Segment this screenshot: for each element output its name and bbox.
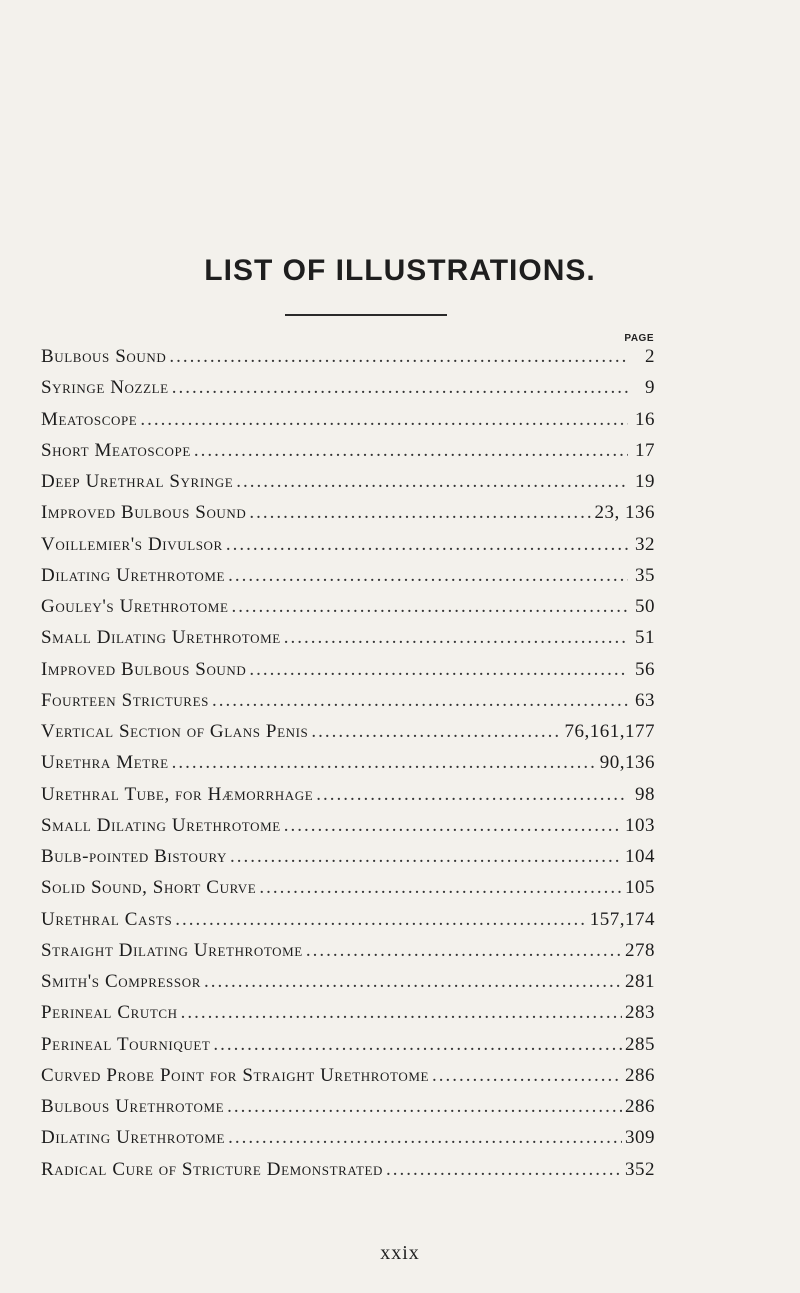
page-number: 2: [645, 346, 655, 367]
dot-leader: [249, 497, 591, 528]
dot-leader: [249, 654, 628, 685]
page-number: 98: [635, 783, 655, 805]
page-number: 105: [625, 877, 655, 899]
page-number: 309: [625, 1127, 655, 1149]
dot-leader: [175, 904, 586, 935]
dot-leader: [432, 1060, 622, 1091]
list-item: [41, 904, 655, 935]
list-item: [41, 404, 655, 435]
page-number: 352: [625, 1158, 655, 1180]
illustration-title: Meatoscope: [41, 408, 138, 430]
page-number: 104: [625, 846, 655, 867]
illustration-title: Small Dilating Urethrotome: [41, 627, 281, 649]
illustration-title: Straight Dilating Urethrotome: [41, 939, 303, 961]
dot-leader: [228, 560, 628, 591]
illustration-title: Perineal Crutch: [41, 1002, 178, 1024]
page-number: 51: [635, 627, 655, 649]
dot-leader: [227, 1091, 622, 1122]
list-item: [41, 997, 655, 1028]
page-number: 285: [625, 1033, 655, 1055]
dot-leader: [311, 716, 561, 747]
list-item: [41, 1060, 655, 1091]
list-item: [41, 685, 655, 716]
page-column-header: PAGE: [624, 333, 654, 344]
illustration-title: Improved Bulbous Sound: [41, 502, 247, 524]
page-number: 103: [625, 814, 655, 836]
page-number: 281: [625, 971, 655, 992]
illustration-title: Urethral Casts: [41, 908, 173, 930]
page-number: 56: [635, 658, 655, 680]
illustration-title: Urethral Tube, for Hæmorrhage: [41, 783, 314, 805]
list-item: [41, 779, 655, 810]
dot-leader: [226, 529, 628, 560]
illustrations-list: [41, 341, 655, 1185]
list-item: [41, 872, 655, 903]
page-number: 286: [625, 1096, 655, 1117]
list-item: [41, 341, 655, 372]
title-rule: [285, 314, 447, 316]
list-item: [41, 622, 655, 653]
page-number: 90,136: [599, 752, 655, 774]
page-number: 16: [635, 408, 655, 430]
page-number: 35: [635, 564, 655, 586]
list-item: [41, 966, 655, 997]
illustration-title: Short Meatoscope: [41, 439, 191, 461]
illustration-title: Smith's Compressor: [41, 971, 201, 992]
list-item: [41, 435, 655, 466]
page-number: 19: [635, 471, 655, 492]
page-number: 23, 136: [594, 502, 655, 524]
dot-leader: [140, 404, 628, 435]
page-number: 32: [635, 533, 655, 555]
illustration-title: Bulb-pointed Bistoury: [41, 846, 228, 867]
page-number: 9: [645, 377, 655, 399]
page-folio: xxix: [380, 1242, 420, 1264]
illustration-title: Perineal Tourniquet: [41, 1033, 211, 1055]
dot-leader: [212, 685, 628, 716]
illustration-title: Urethra Metre: [41, 752, 169, 774]
dot-leader: [259, 872, 622, 903]
dot-leader: [169, 341, 628, 372]
dot-leader: [236, 466, 628, 497]
dot-leader: [213, 1029, 622, 1060]
list-item: [41, 497, 655, 528]
dot-leader: [386, 1154, 622, 1185]
page-number: 278: [625, 939, 655, 961]
page-title: LIST OF ILLUSTRATIONS.: [204, 254, 596, 288]
dot-leader: [194, 435, 628, 466]
illustration-title: Gouley's Urethrotome: [41, 596, 229, 617]
page-number: 50: [635, 596, 655, 617]
list-item: [41, 810, 655, 841]
page-number: 283: [625, 1002, 655, 1024]
list-item: [41, 560, 655, 591]
dot-leader: [172, 372, 628, 403]
page-number: 17: [635, 439, 655, 461]
list-item: [41, 654, 655, 685]
illustration-title: Bulbous Sound: [41, 346, 167, 367]
illustration-title: Vertical Section of Glans Penis: [41, 721, 309, 742]
dot-leader: [181, 997, 622, 1028]
illustration-title: Radical Cure of Stricture Demonstrated: [41, 1158, 384, 1180]
dot-leader: [172, 747, 597, 778]
page-number: 63: [635, 689, 655, 711]
list-item: [41, 935, 655, 966]
list-item: [41, 591, 655, 622]
list-item: [41, 1154, 655, 1185]
illustration-title: Voillemier's Divulsor: [41, 533, 223, 555]
illustration-title: Deep Urethral Syringe: [41, 471, 234, 492]
page-number: 76,161,177: [564, 721, 655, 742]
illustration-title: Syringe Nozzle: [41, 377, 169, 399]
dot-leader: [316, 779, 628, 810]
list-item: [41, 466, 655, 497]
illustration-title: Curved Probe Point for Straight Urethrotome: [41, 1064, 430, 1086]
dot-leader: [230, 841, 622, 872]
list-item: [41, 529, 655, 560]
list-item: [41, 747, 655, 778]
illustration-title: Dilating Urethrotome: [41, 564, 226, 586]
page-number: 157,174: [589, 908, 655, 930]
list-item: [41, 1122, 655, 1153]
page-number: 286: [625, 1064, 655, 1086]
illustration-title: Fourteen Strictures: [41, 689, 209, 711]
dot-leader: [204, 966, 622, 997]
dot-leader: [232, 591, 629, 622]
dot-leader: [306, 935, 622, 966]
list-item: [41, 1029, 655, 1060]
illustration-title: Improved Bulbous Sound: [41, 658, 247, 680]
illustration-title: Solid Sound, Short Curve: [41, 877, 257, 899]
illustration-title: Dilating Urethrotome: [41, 1127, 226, 1149]
illustration-title: Small Dilating Urethrotome: [41, 814, 281, 836]
dot-leader: [284, 810, 622, 841]
illustration-title: Bulbous Urethrotome: [41, 1096, 225, 1117]
list-item: [41, 1091, 655, 1122]
dot-leader: [228, 1122, 622, 1153]
list-item: [41, 716, 655, 747]
list-item: [41, 841, 655, 872]
dot-leader: [284, 622, 628, 653]
list-item: [41, 372, 655, 403]
